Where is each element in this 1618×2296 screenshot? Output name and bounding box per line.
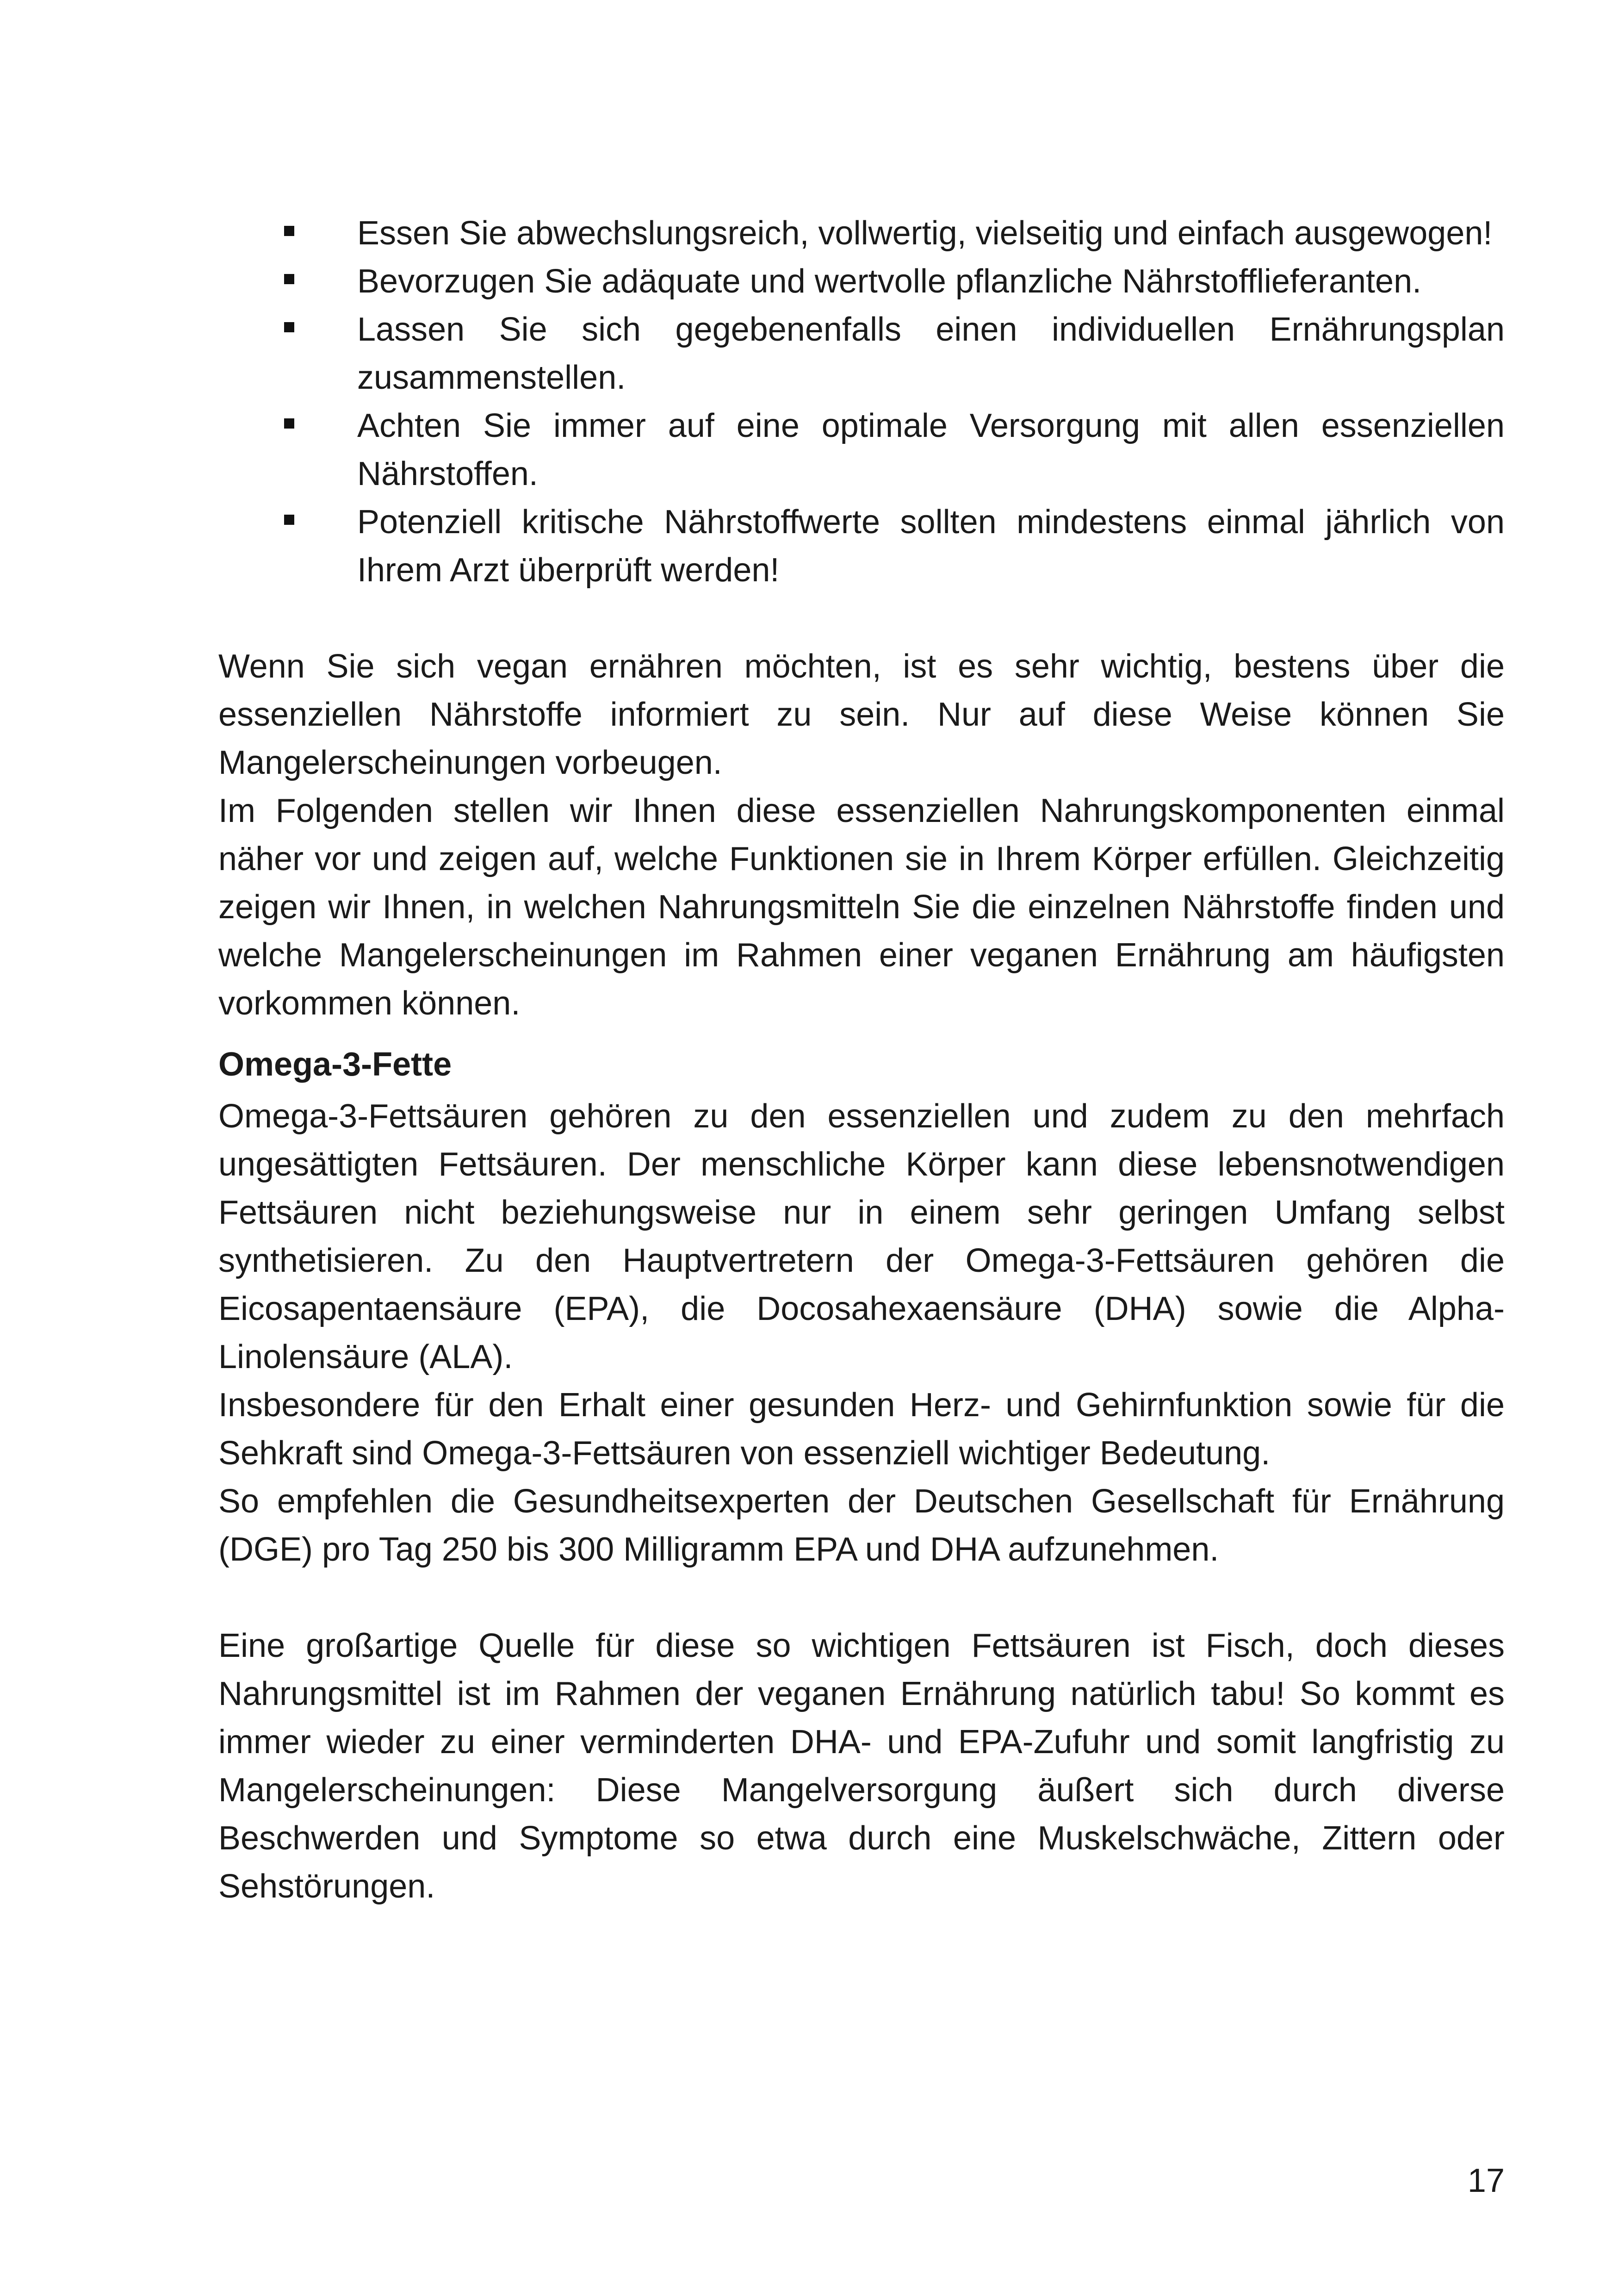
list-item [357, 402, 1505, 498]
section-paragraph: Insbesondere für den Erhalt einer gesunden Herz- und Gehirnfunktion sowie für die Sehkraft sind Omega-3-Fettsäuren von essenziell wichtiger Bedeutung. [218, 1387, 1505, 1472]
paragraph-spacer [218, 1574, 1505, 1622]
page-content [218, 209, 1505, 1910]
list-item-text: Potenziell kritische Nährstoffwerte sollten mindestens einmal jährlich von Ihrem Arzt überprüft werden! [357, 504, 1505, 589]
square-bullet-icon [284, 322, 294, 332]
section-paragraph: So empfehlen die Gesundheitsexperten der Deutschen Gesellschaft für Ernährung (DGE) pro Tag 250 bis 300 Milligramm EPA und DHA aufzunehmen. [218, 1483, 1505, 1568]
square-bullet-icon [284, 226, 294, 236]
list-item-text: Achten Sie immer auf eine optimale Versorgung mit allen essenziellen Nährstoffen. [357, 407, 1505, 492]
list-item [357, 305, 1505, 402]
recommendation-list [218, 209, 1505, 594]
square-bullet-icon [284, 274, 294, 284]
list-item-text: Bevorzugen Sie adäquate und wertvolle pflanzliche Nährstofflieferanten. [357, 263, 1422, 300]
list-item [357, 257, 1505, 305]
intro-paragraph: Im Folgenden stellen wir Ihnen diese essenziellen Nahrungskomponenten einmal näher vor und zeigen auf, welche Funktionen sie in Ihrem Körper erfüllen. Gleichzeitig zeigen wir Ihnen, in welchen Nahrungsmitteln Sie die einzelnen Nährstoffe finden und welche Mangelerscheinungen im Rahmen einer veganen Ernährung am häufigsten vorkommen können. [218, 792, 1505, 1022]
section-heading: Omega-3-Fette [218, 1046, 452, 1083]
section-paragraph: Omega-3-Fettsäuren gehören zu den essenziellen und zudem zu den mehrfach ungesättigten Fettsäuren. Der menschliche Körper kann diese lebensnotwendigen Fettsäuren nicht beziehungsweise nur in einem sehr geringen Umfang selbst synthetisieren. Zu den Hauptvertretern der Omega-3-Fettsäuren gehören die Eicosapentaensäure (EPA), die Docosahexaensäure (DHA) sowie die Alpha-Linolensäure (ALA). [218, 1098, 1505, 1375]
list-item-text: Lassen Sie sich gegebenenfalls einen individuellen Ernährungsplan zusammenstellen. [357, 311, 1505, 396]
closing-paragraph: Eine großartige Quelle für diese so wichtigen Fettsäuren ist Fisch, doch dieses Nahrungsmittel ist im Rahmen der veganen Ernährung natürlich tabu! So kommt es immer wieder zu einer verminderten DHA- und EPA-Zufuhr und somit langfristig zu Mangelerscheinungen: Diese Mangelversorgung äußert sich durch diverse Beschwerden und Symptome so etwa durch eine Muskelschwäche, Zittern oder Sehstörungen. [218, 1627, 1505, 1905]
square-bullet-icon [284, 515, 294, 525]
list-item [357, 209, 1505, 257]
square-bullet-icon [284, 418, 294, 429]
page-number: 17 [1467, 2162, 1505, 2199]
paragraph-spacer [218, 594, 1505, 642]
list-item [357, 498, 1505, 594]
intro-paragraph: Wenn Sie sich vegan ernähren möchten, ist es sehr wichtig, bestens über die essenziellen Nährstoffe informiert zu sein. Nur auf diese Weise können Sie Mangelerscheinungen vorbeugen. [218, 648, 1505, 781]
list-item-text: Essen Sie abwechslungsreich, vollwertig, vielseitig und einfach ausgewogen! [357, 215, 1493, 252]
